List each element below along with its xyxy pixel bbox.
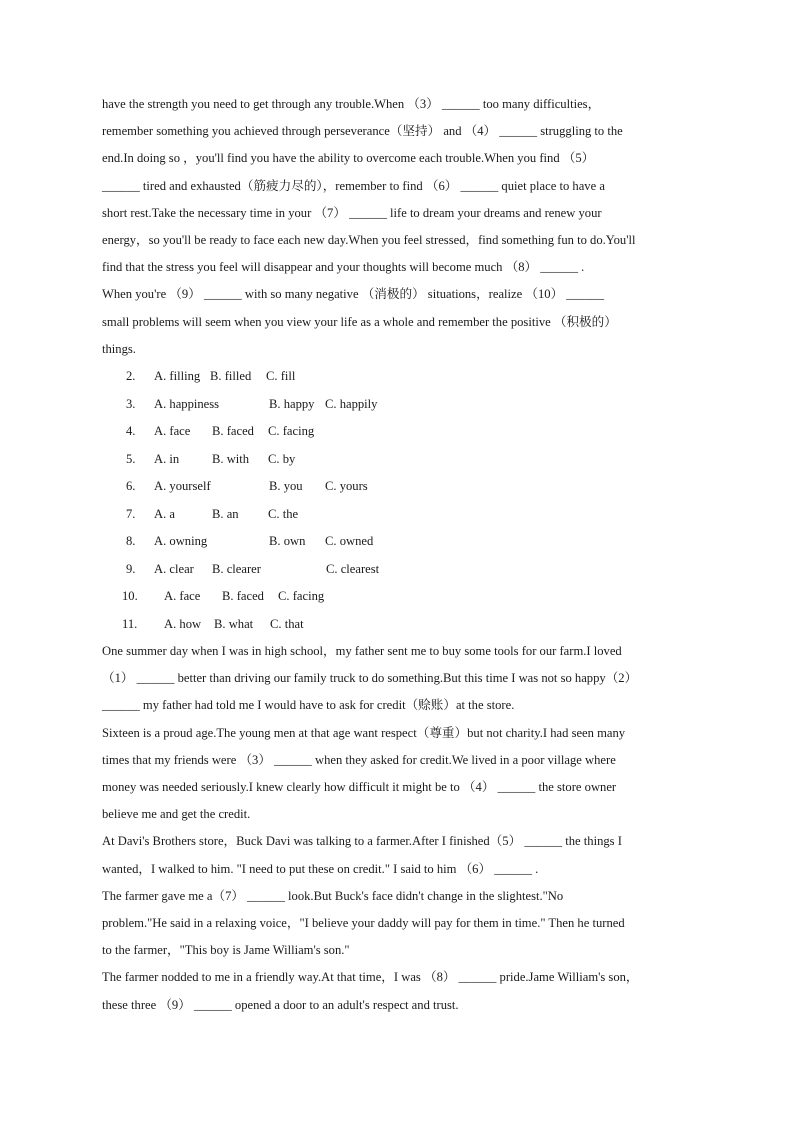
- option-a: A. happiness: [154, 396, 220, 411]
- passage-two: [102, 638, 702, 1019]
- question-number: 3.: [126, 396, 136, 411]
- option-row: [102, 391, 702, 419]
- option-c: C. the: [268, 506, 299, 521]
- question-number: 8.: [126, 534, 136, 549]
- option-row: [102, 556, 702, 584]
- option-b: B. you: [269, 479, 303, 494]
- option-b: B. happy: [269, 396, 315, 411]
- option-a: A. how: [164, 616, 202, 631]
- option-a: A. face: [164, 589, 201, 604]
- option-b: B. own: [269, 534, 306, 549]
- passage-line: One summer day when I was in high school，my father sent me to buy some tools for our farm.I loved: [102, 644, 622, 659]
- passage-line: wanted，I walked to him. "I need to put these on credit." I said to him （6） ______ .: [102, 861, 539, 876]
- option-row: [102, 363, 702, 391]
- option-a: A. face: [154, 424, 191, 439]
- option-c: C. that: [270, 616, 304, 631]
- passage-line: to the farmer，"This boy is Jame William's son.": [102, 943, 350, 958]
- question-number: 2.: [126, 369, 136, 384]
- option-c: C. by: [268, 451, 296, 466]
- passage-line: ______ my father had told me I would have to ask for credit（赊账）at the store.: [102, 698, 515, 713]
- question-number: 7.: [126, 506, 136, 521]
- passage-line: end.In doing so ，you'll find you have the ability to overcome each trouble.When you find （5）: [102, 151, 595, 166]
- option-c: C. owned: [325, 534, 374, 549]
- passage-line: short rest.Take the necessary time in your （7） ______ life to dream your dreams and renew your: [102, 205, 602, 220]
- passage-one: [102, 91, 702, 363]
- option-b: B. what: [214, 616, 254, 631]
- option-b: B. an: [212, 506, 239, 521]
- option-row: [102, 528, 702, 556]
- passage-line: these three （9） ______ opened a door to an adult's respect and trust.: [102, 997, 459, 1012]
- passage-line: problem."He said in a relaxing voice，"I believe your daddy will pay for them in time." Then he turned: [102, 916, 625, 931]
- answer-options: [102, 363, 702, 638]
- passage-line: small problems will seem when you view your life as a whole and remember the positive （积极的）: [102, 314, 617, 329]
- passage-line: have the strength you need to get through any trouble.When （3） ______ too many difficulties，: [102, 97, 601, 111]
- option-row: [102, 418, 702, 446]
- option-b: B. faced: [212, 424, 254, 439]
- passage-line: times that my friends were （3） ______ when they asked for credit.We lived in a poor village where: [102, 752, 616, 767]
- passage-line: things.: [102, 341, 136, 356]
- option-c: C. facing: [268, 424, 315, 439]
- option-a: A. a: [154, 506, 175, 521]
- option-a: A. filling: [154, 369, 201, 384]
- question-number: 9.: [126, 561, 136, 576]
- option-c: C. clearest: [326, 561, 380, 576]
- passage-line: believe me and get the credit.: [102, 807, 251, 822]
- passage-line: remember something you achieved through perseverance（坚持） and （4） ______ struggling to the: [102, 124, 623, 139]
- question-number: 4.: [126, 424, 136, 439]
- passage-line: The farmer nodded to me in a friendly way.At that time，I was （8） ______ pride.Jame William's son，: [102, 970, 639, 985]
- option-a: A. yourself: [154, 479, 211, 494]
- question-number: 10.: [122, 589, 138, 604]
- passage-line: energy，so you'll be ready to face each new day.When you feel stressed，find something fun to do.You'll: [102, 233, 636, 248]
- option-a: A. clear: [154, 561, 194, 576]
- question-number: 11.: [122, 616, 138, 631]
- option-a: A. in: [154, 451, 180, 466]
- passage-line: The farmer gave me a（7） ______ look.But Buck's face didn't change in the slightest."No: [102, 888, 564, 903]
- option-row: [102, 611, 702, 639]
- passage-line: money was needed seriously.I knew clearly how difficult it might be to （4） ______ the store owner: [102, 780, 617, 795]
- passage-line: At Davi's Brothers store，Buck Davi was talking to a farmer.After I finished（5） ______ the things I: [102, 834, 622, 849]
- option-row: [102, 501, 702, 529]
- passage-line: When you're （9） ______ with so many negative （消极的） situations，realize （10） ______: [102, 287, 605, 302]
- option-b: B. filled: [210, 369, 252, 384]
- option-row: [102, 473, 702, 501]
- option-a: A. owning: [154, 534, 208, 549]
- document-page: [102, 91, 702, 1019]
- option-c: C. yours: [325, 479, 368, 494]
- option-c: C. fill: [266, 369, 296, 384]
- option-b: B. faced: [222, 589, 264, 604]
- option-c: C. happily: [325, 396, 378, 411]
- option-row: [102, 446, 702, 474]
- passage-line: find that the stress you feel will disappear and your thoughts will become much （8） ______ .: [102, 260, 585, 275]
- option-row: [102, 583, 702, 611]
- passage-line: Sixteen is a proud age.The young men at that age want respect（尊重）but not charity.I had seen many: [102, 725, 626, 740]
- option-c: C. facing: [278, 589, 325, 604]
- passage-line: （1） ______ better than driving our family truck to do something.But this time I was not so happy（2）: [102, 671, 638, 686]
- option-b: B. clearer: [212, 561, 261, 576]
- question-number: 6.: [126, 479, 136, 494]
- option-b: B. with: [212, 451, 250, 466]
- question-number: 5.: [126, 451, 136, 466]
- passage-line: ______ tired and exhausted（筋疲力尽的），remember to find （6） ______ quiet place to have a: [102, 178, 605, 193]
